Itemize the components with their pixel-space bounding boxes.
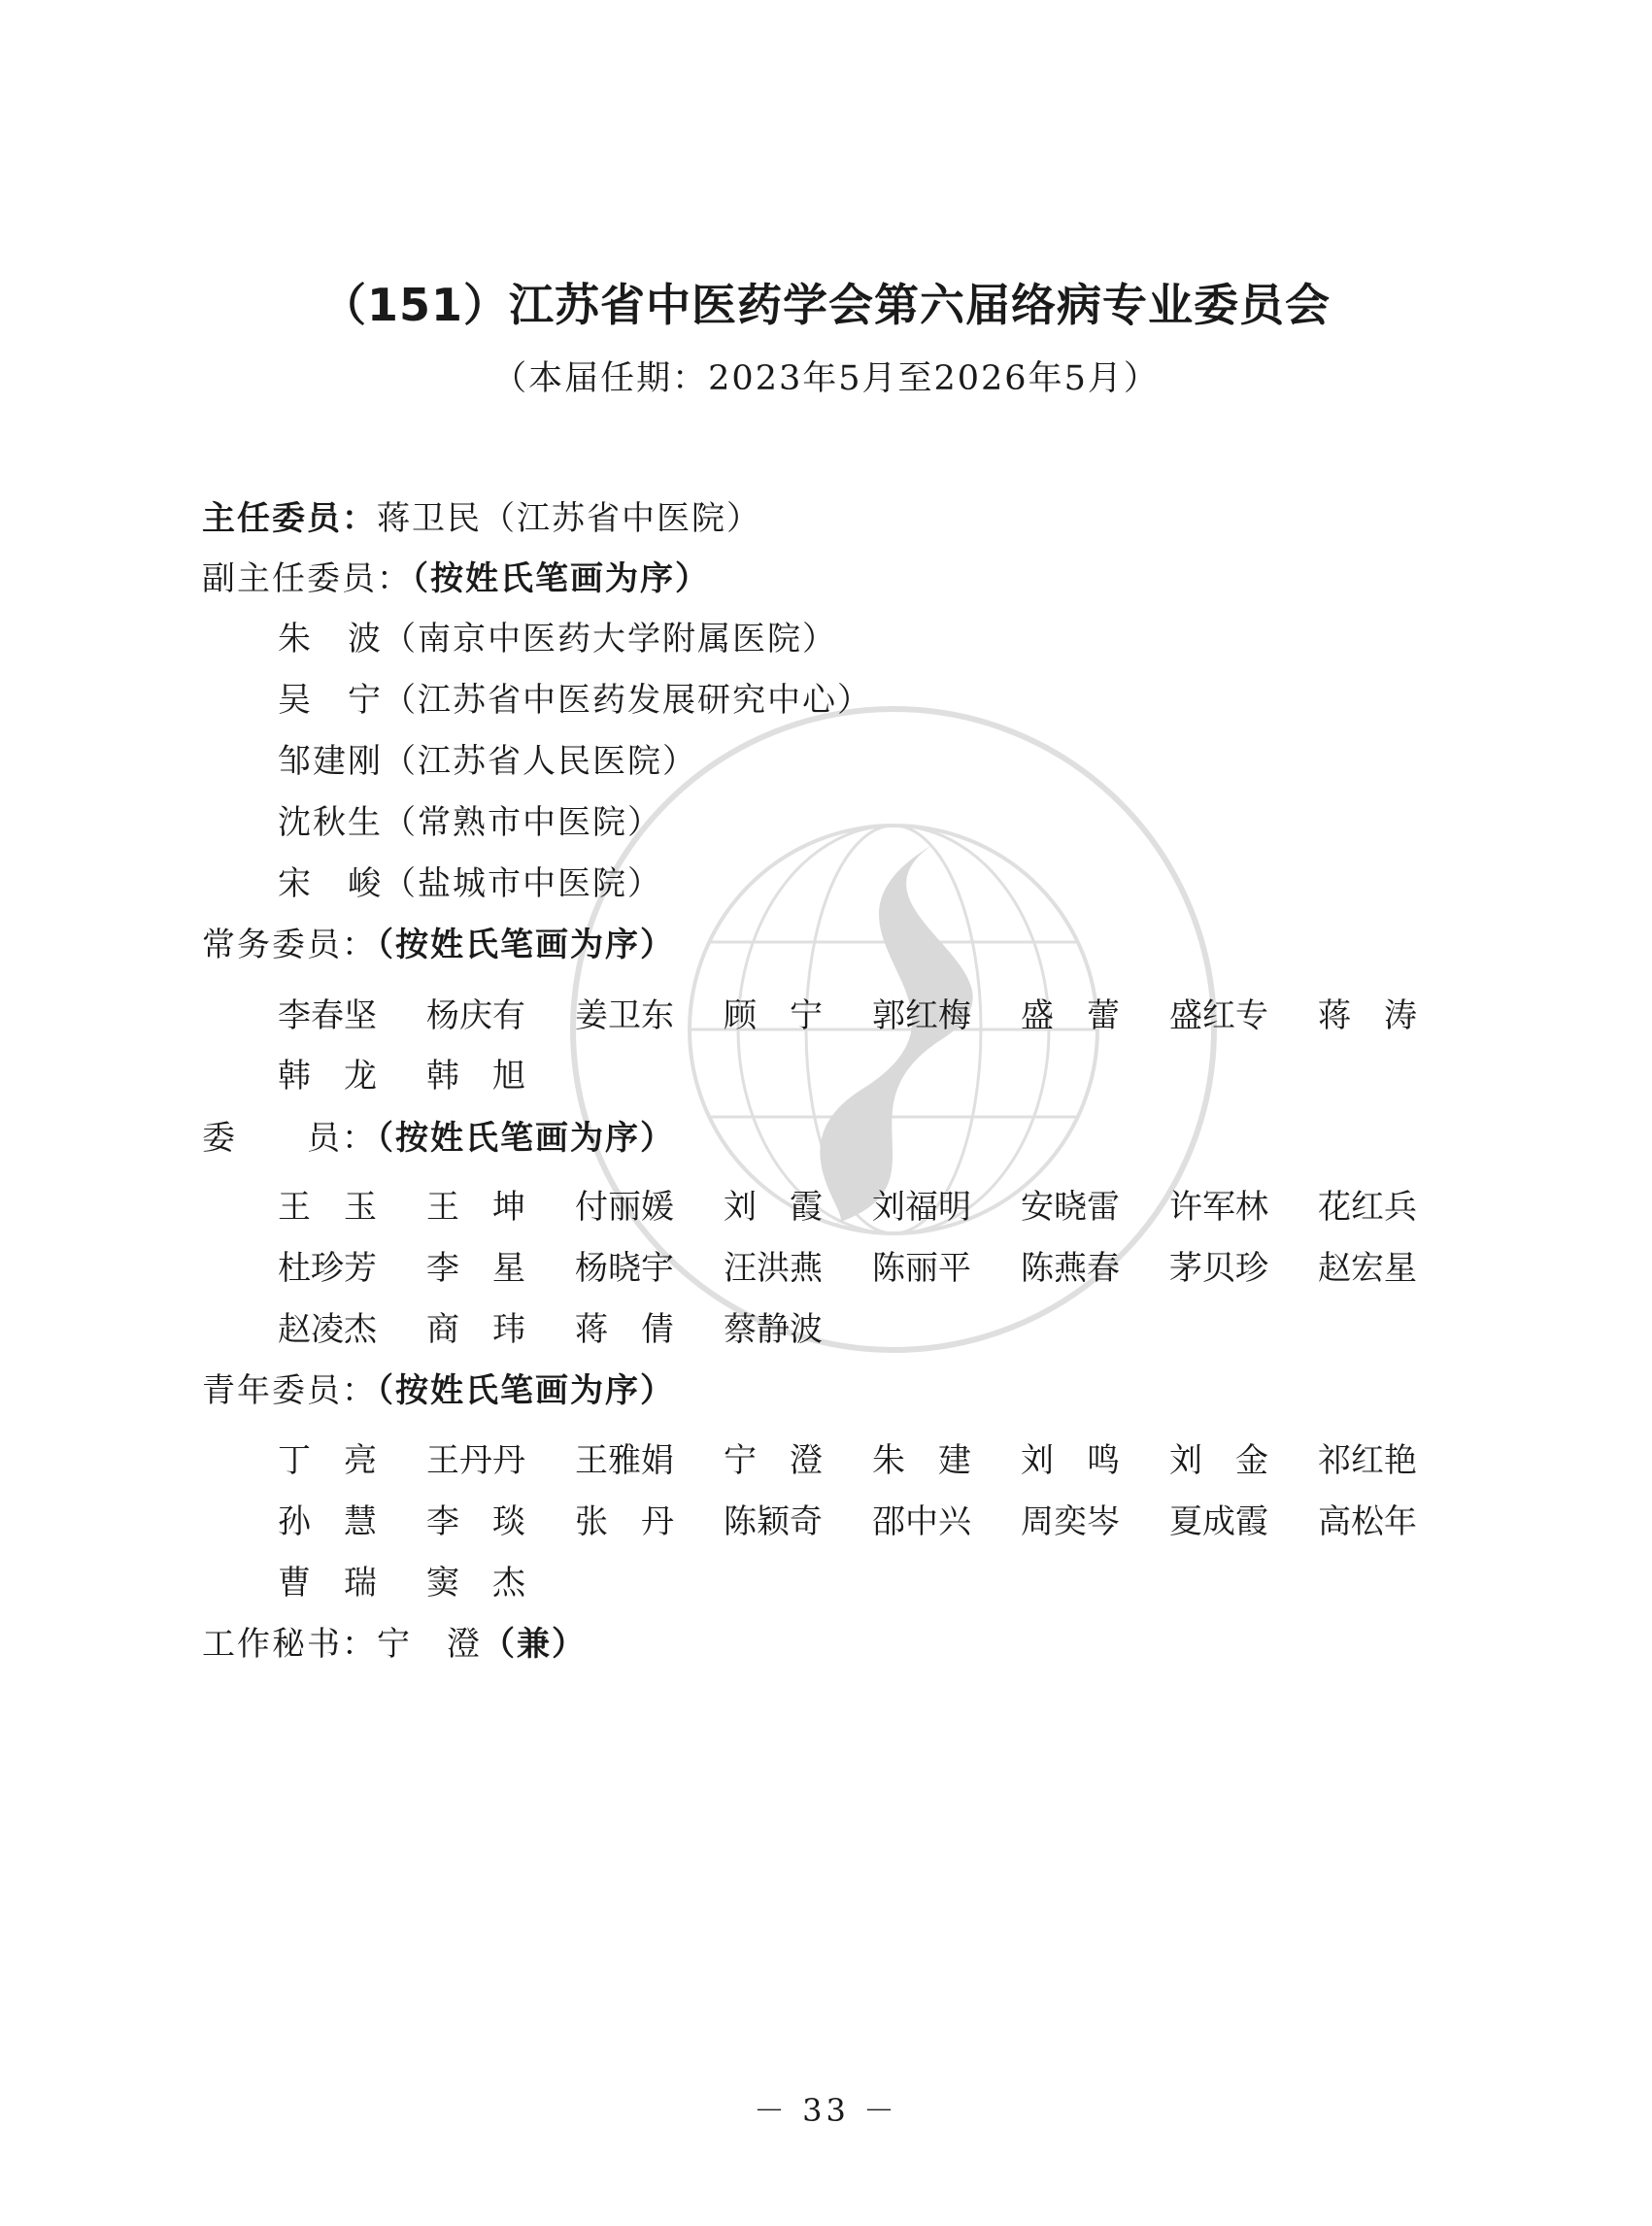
member-name: 刘 鸣 — [1021, 1441, 1120, 1480]
member-name: 刘福明 — [872, 1188, 971, 1227]
member-name: 李 星 — [426, 1249, 525, 1288]
member-name: 商 玮 — [426, 1310, 525, 1349]
youth-label: 青年委员： — [202, 1371, 377, 1410]
member-name: 赵凌杰 — [278, 1310, 377, 1349]
member-name: 杜珍芳 — [278, 1249, 377, 1288]
member-name: 刘 霞 — [724, 1188, 823, 1227]
member-name: 周奕岑 — [1021, 1502, 1120, 1541]
member-name: 安晓雷 — [1021, 1188, 1120, 1227]
vice-director-org: （盐城市中医院） — [383, 864, 662, 903]
page-title: （151）江苏省中医药学会第六届络病专业委员会 — [320, 279, 1332, 331]
director-org: （江苏省中医院） — [482, 499, 761, 538]
member-name: 李春坚 — [278, 996, 377, 1035]
page-number: － 33 － — [753, 2092, 899, 2129]
member-name: 郭红梅 — [872, 996, 971, 1035]
youth-heading — [202, 1364, 675, 1418]
member-name: 窦 杰 — [426, 1564, 525, 1602]
director-name: 蒋卫民 — [377, 499, 482, 538]
secretary-label: 工作秘书： — [202, 1625, 377, 1664]
member-name: 王 玉 — [278, 1188, 377, 1227]
member-name: 陈颖奇 — [724, 1502, 823, 1541]
members-label: 委 员： — [202, 1119, 377, 1158]
members-order: （按姓氏笔画为序） — [377, 1119, 675, 1158]
member-name: 高松年 — [1318, 1502, 1417, 1541]
vice-director-item — [278, 734, 697, 789]
member-name: 张 丹 — [575, 1502, 674, 1541]
member-name: 王丹丹 — [426, 1441, 525, 1480]
member-name: 盛红专 — [1169, 996, 1268, 1035]
vice-directors-order: （按姓氏笔画为序） — [412, 559, 710, 598]
term-subtitle: （本届任期：2023年5月至2026年5月） — [492, 359, 1160, 398]
member-name: 朱 建 — [872, 1441, 971, 1480]
member-name: 夏成霞 — [1169, 1502, 1268, 1541]
vice-director-name: 沈秋生 — [278, 803, 383, 842]
vice-director-name: 吴 宁 — [278, 681, 383, 720]
vice-director-org: （南京中医药大学附属医院） — [383, 620, 837, 658]
vice-director-org: （常熟市中医院） — [383, 803, 662, 842]
vice-director-item — [278, 673, 872, 727]
vice-director-name: 朱 波 — [278, 620, 383, 658]
secretary-note: （兼） — [482, 1625, 587, 1664]
member-name: 蒋 倩 — [575, 1310, 674, 1349]
secretary-line — [202, 1617, 587, 1671]
vice-directors-heading — [202, 552, 710, 606]
director-label: 主任委员： — [202, 499, 377, 538]
director-line — [202, 491, 761, 546]
members-heading — [202, 1111, 675, 1165]
member-name: 杨晓宇 — [575, 1249, 674, 1288]
member-name: 刘 金 — [1169, 1441, 1268, 1480]
member-name: 蔡静波 — [724, 1310, 823, 1349]
member-name: 杨庆有 — [426, 996, 525, 1035]
vice-directors-label: 副主任委员： — [202, 559, 412, 598]
member-name: 丁 亮 — [278, 1441, 377, 1480]
secretary-name: 宁 澄 — [377, 1625, 482, 1664]
standing-order: （按姓氏笔画为序） — [377, 926, 675, 964]
member-name: 许军林 — [1169, 1188, 1268, 1227]
standing-label: 常务委员： — [202, 926, 377, 964]
member-name: 韩 旭 — [426, 1057, 525, 1096]
member-name: 陈燕春 — [1021, 1249, 1120, 1288]
vice-director-org: （江苏省人民医院） — [383, 742, 697, 781]
member-name: 姜卫东 — [575, 996, 674, 1035]
youth-order: （按姓氏笔画为序） — [377, 1371, 675, 1410]
member-name: 花红兵 — [1318, 1188, 1417, 1227]
member-name: 宁 澄 — [724, 1441, 823, 1480]
vice-director-item — [278, 795, 662, 850]
member-name: 付丽媛 — [575, 1188, 674, 1227]
member-name: 李 琰 — [426, 1502, 525, 1541]
member-name: 祁红艳 — [1318, 1441, 1417, 1480]
vice-director-name: 邹建刚 — [278, 742, 383, 781]
member-name: 汪洪燕 — [724, 1249, 823, 1288]
member-name: 蒋 涛 — [1318, 996, 1417, 1035]
member-name: 韩 龙 — [278, 1057, 377, 1096]
member-name: 赵宏星 — [1318, 1249, 1417, 1288]
member-name: 陈丽平 — [872, 1249, 971, 1288]
vice-director-org: （江苏省中医药发展研究中心） — [383, 681, 872, 720]
vice-director-name: 宋 峻 — [278, 864, 383, 903]
member-name: 王雅娟 — [575, 1441, 674, 1480]
standing-heading — [202, 918, 675, 972]
member-name: 顾 宁 — [724, 996, 823, 1035]
member-name: 孙 慧 — [278, 1502, 377, 1541]
vice-director-item — [278, 612, 837, 666]
member-name: 盛 蕾 — [1021, 996, 1120, 1035]
member-name: 邵中兴 — [872, 1502, 971, 1541]
vice-director-item — [278, 857, 662, 911]
member-name: 王 坤 — [426, 1188, 525, 1227]
member-name: 茅贝珍 — [1169, 1249, 1268, 1288]
member-name: 曹 瑞 — [278, 1564, 377, 1602]
